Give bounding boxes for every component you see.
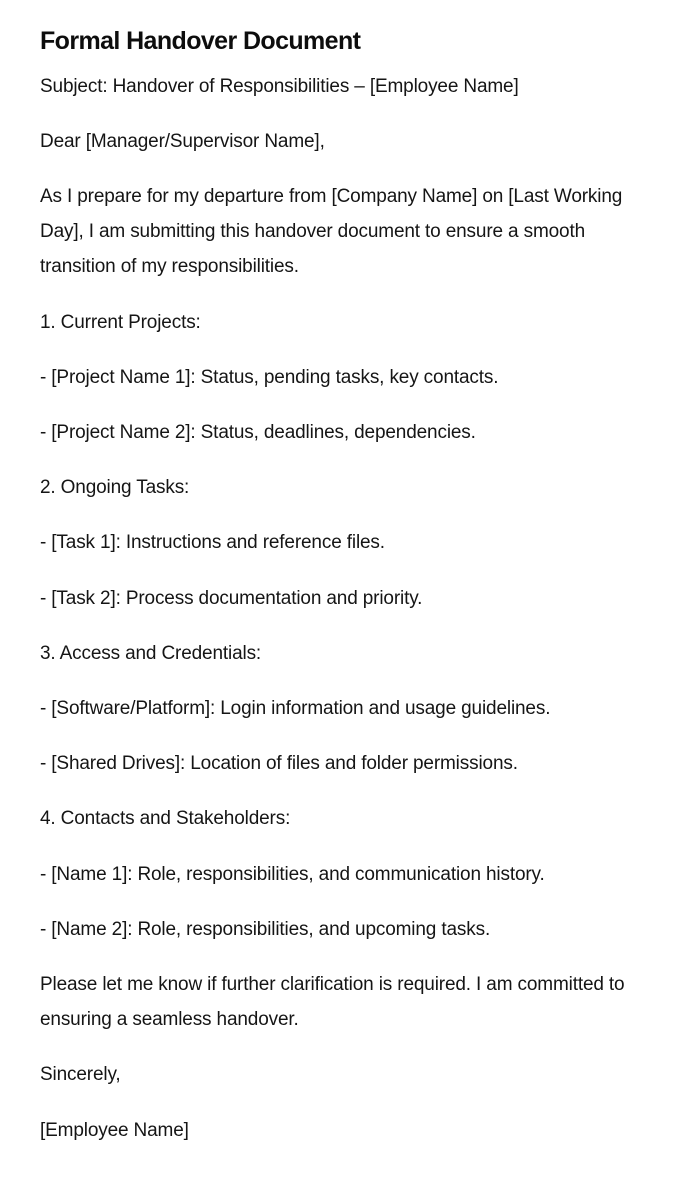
sign-off: Sincerely, <box>40 1064 121 1085</box>
document-title: Formal Handover Document <box>40 27 361 55</box>
list-item: - [Name 2]: Role, responsibilities, and upcoming tasks. <box>40 919 491 940</box>
salutation: Dear [Manager/Supervisor Name], <box>40 131 325 152</box>
list-item: - [Project Name 2]: Status, deadlines, dependencies. <box>40 422 476 443</box>
list-item: - [Shared Drives]: Location of files and folder permissions. <box>40 753 518 774</box>
list-item: - [Name 1]: Role, responsibilities, and communication history. <box>40 864 545 885</box>
closing-paragraph: Please let me know if further clarification is required. I am committed to ensuring a seamless handover. <box>40 974 625 1030</box>
list-item: - [Software/Platform]: Login information and usage guidelines. <box>40 698 551 719</box>
intro-paragraph: As I prepare for my departure from [Company Name] on [Last Working Day], I am submitting this handover document to ensure a smooth transition of my responsibilities. <box>40 186 623 277</box>
subject-line: Subject: Handover of Responsibilities – [Employee Name] <box>40 76 519 97</box>
section-heading-current-projects: 1. Current Projects: <box>40 312 201 333</box>
section-heading-contacts-stakeholders: 4. Contacts and Stakeholders: <box>40 808 291 829</box>
list-item: - [Task 1]: Instructions and reference files. <box>40 532 385 553</box>
section-heading-ongoing-tasks: 2. Ongoing Tasks: <box>40 477 190 498</box>
list-item: - [Project Name 1]: Status, pending tasks, key contacts. <box>40 367 499 388</box>
signature: [Employee Name] <box>40 1120 189 1141</box>
list-item: - [Task 2]: Process documentation and priority. <box>40 588 423 609</box>
section-heading-access-credentials: 3. Access and Credentials: <box>40 643 262 664</box>
